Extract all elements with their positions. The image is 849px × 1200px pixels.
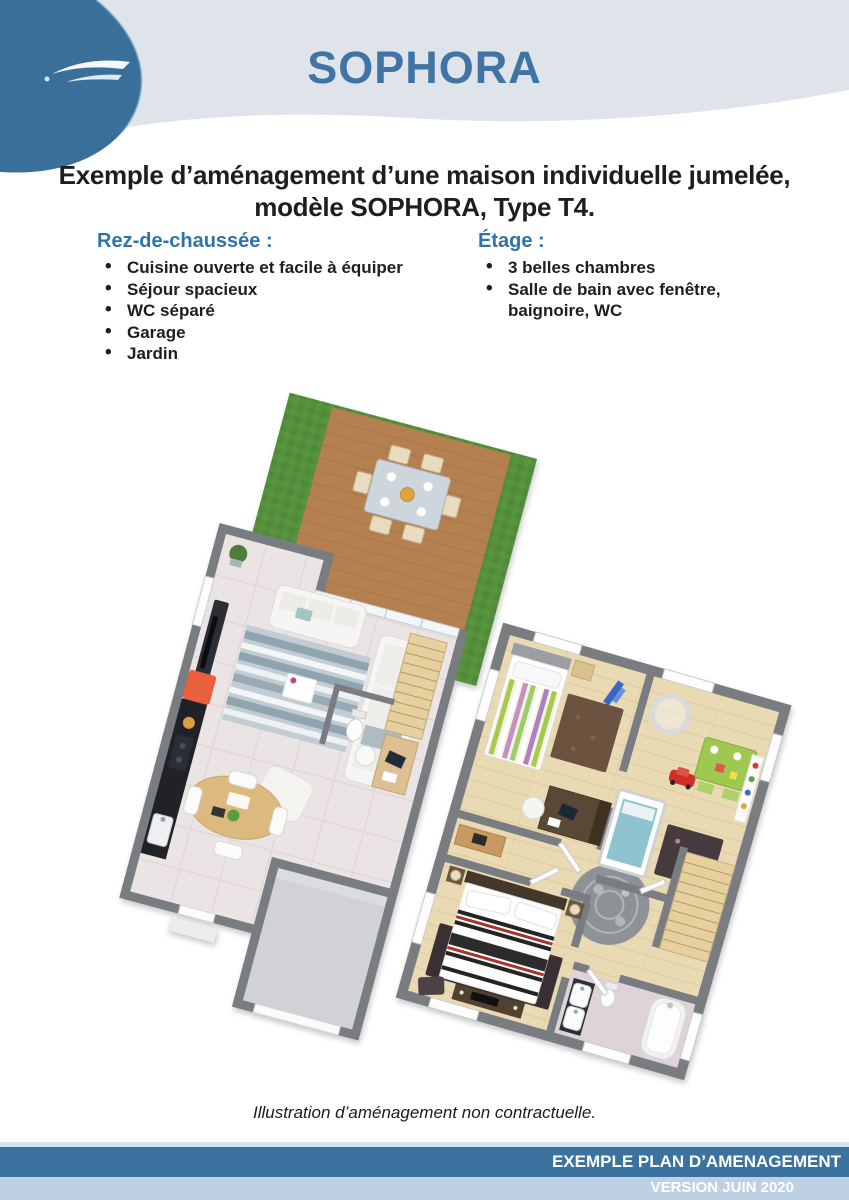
main-heading-line2: modèle SOPHORA, Type T4.	[254, 192, 595, 222]
main-heading	[0, 159, 849, 223]
upper-floor-plan	[396, 623, 792, 1081]
floor-plans-illustration	[0, 385, 849, 1090]
page-title: SOPHORA	[307, 42, 542, 93]
list-item: • WC séparé	[97, 300, 447, 322]
upper-floor-features	[478, 230, 808, 322]
upper-floor-list	[478, 257, 808, 322]
list-item: • Jardin	[97, 343, 447, 365]
pouf	[418, 976, 445, 995]
upper-floor-heading: Étage :	[478, 230, 545, 252]
list-item: • Séjour spacieux	[97, 279, 447, 301]
list-item: • Garage	[97, 322, 447, 344]
list-item: • Salle de bain avec fenêtre, baignoire, WC	[478, 279, 758, 322]
list-item: • Cuisine ouverte et facile à équiper	[97, 257, 447, 279]
list-item: • 3 belles chambres	[478, 257, 808, 279]
main-heading-line1: Exemple d’aménagement d’une maison individuelle jumelée,	[58, 160, 791, 190]
ground-floor-heading: Rez-de-chaussée :	[97, 230, 273, 252]
footer-version-bar: VERSION JUIN 2020	[0, 1177, 849, 1200]
ground-floor-features	[97, 230, 447, 365]
plan-caption: Illustration d’aménagement non contractuelle.	[252, 1103, 597, 1122]
footer-title-bar: EXEMPLE PLAN D’AMENAGEMENT	[0, 1147, 849, 1177]
ground-floor-list	[97, 257, 447, 365]
